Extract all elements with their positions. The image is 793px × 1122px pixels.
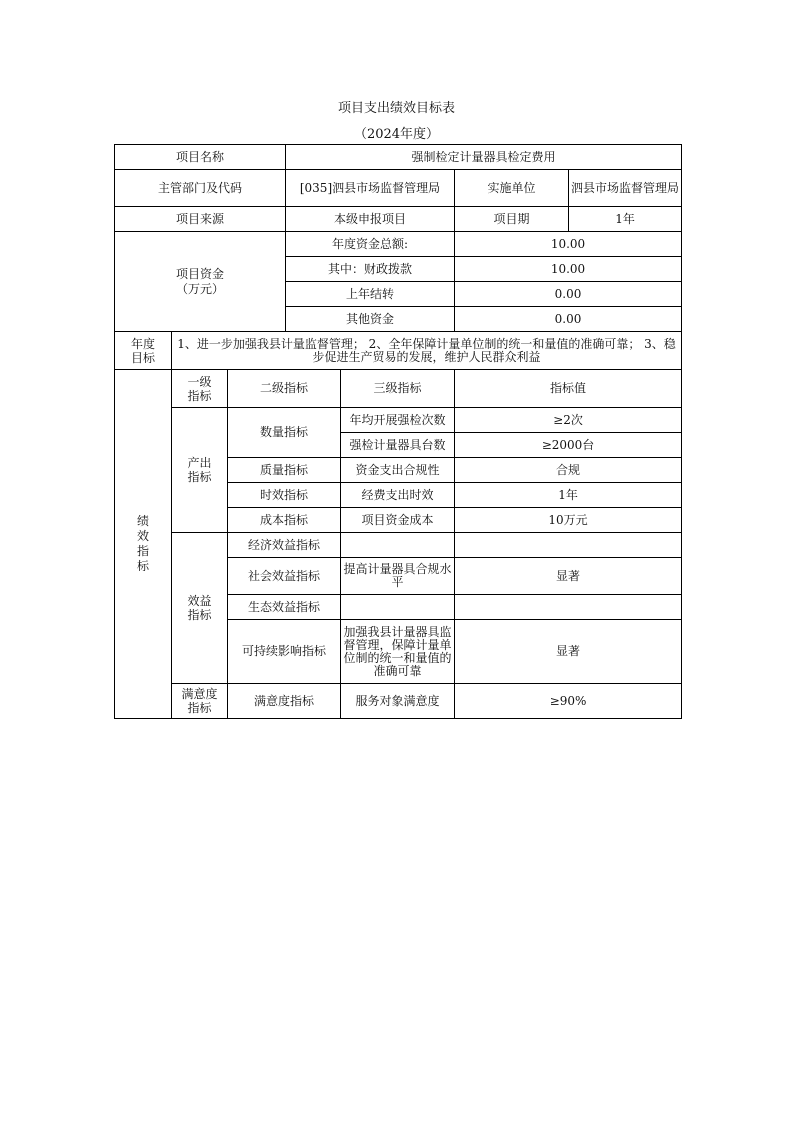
funds-label-text: 项目资金（万元） bbox=[175, 266, 224, 296]
quantity-2-name: 强检计量器具台数 bbox=[341, 433, 455, 458]
annual-goal-label-text: 年度目标 bbox=[130, 336, 155, 365]
cost-value: 10万元 bbox=[455, 508, 682, 533]
satisfaction-level2-label: 满意度指标 bbox=[228, 684, 341, 719]
output-indicator-label bbox=[172, 408, 228, 533]
quantity-1-value: ≥2次 bbox=[455, 408, 682, 433]
economic-indicator-label: 经济效益指标 bbox=[228, 533, 341, 558]
row-source bbox=[115, 207, 682, 232]
row-annual-goal bbox=[115, 332, 682, 370]
benefit-indicator-text: 效益指标 bbox=[187, 594, 212, 622]
economic-value bbox=[455, 533, 682, 558]
social-value: 显著 bbox=[455, 558, 682, 595]
satisfaction-name: 服务对象满意度 bbox=[341, 684, 455, 719]
social-indicator-label: 社会效益指标 bbox=[228, 558, 341, 595]
indicators-section-label bbox=[115, 370, 172, 719]
social-name: 提高计量器具合规水平 bbox=[341, 558, 455, 595]
ecological-value bbox=[455, 595, 682, 620]
output-indicator-text: 产出指标 bbox=[187, 456, 212, 484]
cost-name: 项目资金成本 bbox=[341, 508, 455, 533]
indicators-section-text: 绩效指标 bbox=[136, 514, 149, 573]
time-name: 经费支出时效 bbox=[341, 483, 455, 508]
page-title: 项目支出绩效目标表 bbox=[337, 101, 455, 116]
cost-indicator-label: 成本指标 bbox=[228, 508, 341, 533]
impl-unit-value: 泗县市场监督管理局 bbox=[569, 170, 682, 207]
project-name-value: 强制检定计量器具检定费用 bbox=[286, 145, 682, 170]
satisfaction-level1-label bbox=[172, 684, 228, 719]
dept-label: 主管部门及代码 bbox=[115, 170, 286, 207]
source-label: 项目来源 bbox=[115, 207, 286, 232]
funds-total-label: 年度资金总额: bbox=[286, 232, 455, 257]
ecological-name bbox=[341, 595, 455, 620]
quantity-1-name: 年均开展强检次数 bbox=[341, 408, 455, 433]
row-project-name bbox=[115, 145, 682, 170]
source-value: 本级申报项目 bbox=[286, 207, 455, 232]
header-level1 bbox=[172, 370, 228, 408]
ecological-indicator-label: 生态效益指标 bbox=[228, 595, 341, 620]
row-indicator-header bbox=[115, 370, 682, 408]
funds-total-value: 10.00 bbox=[455, 232, 682, 257]
row-department bbox=[115, 170, 682, 207]
page-subtitle-year: （2024年度） bbox=[353, 127, 440, 142]
row-satisfaction bbox=[115, 684, 682, 719]
funds-other-label: 其他资金 bbox=[286, 307, 455, 332]
funds-other-value: 0.00 bbox=[455, 307, 682, 332]
impl-unit-label: 实施单位 bbox=[455, 170, 569, 207]
funds-carryover-label: 上年结转 bbox=[286, 282, 455, 307]
sustainable-name: 加强我县计量器具监督管理，保障计量单位制的统一和量值的准确可靠 bbox=[341, 620, 455, 684]
funds-label bbox=[115, 232, 286, 332]
funds-fiscal-value: 10.00 bbox=[455, 257, 682, 282]
satisfaction-value: ≥90% bbox=[455, 684, 682, 719]
benefit-indicator-label bbox=[172, 533, 228, 684]
row-quantity-1 bbox=[115, 408, 682, 433]
quantity-2-value: ≥2000台 bbox=[455, 433, 682, 458]
quality-indicator-label: 质量指标 bbox=[228, 458, 341, 483]
dept-value: [035]泗县市场监督管理局 bbox=[286, 170, 455, 207]
header-level1-text: 一级指标 bbox=[187, 374, 212, 403]
funds-carryover-value: 0.00 bbox=[455, 282, 682, 307]
header-value: 指标值 bbox=[455, 370, 682, 408]
annual-goal-text: 1、进一步加强我县计量监督管理； 2、全年保障计量单位制的统一和量值的准确可靠； 3、稳步促进生产贸易的发展，维护人民群众利益 bbox=[172, 332, 682, 370]
sustainable-indicator-label: 可持续影响指标 bbox=[228, 620, 341, 684]
sustainable-value: 显著 bbox=[455, 620, 682, 684]
header-level2: 二级指标 bbox=[228, 370, 341, 408]
project-name-label: 项目名称 bbox=[115, 145, 286, 170]
header-level3: 三级指标 bbox=[341, 370, 455, 408]
row-funds-total bbox=[115, 232, 682, 257]
row-economic bbox=[115, 533, 682, 558]
quantity-indicator-label: 数量指标 bbox=[228, 408, 341, 458]
time-value: 1年 bbox=[455, 483, 682, 508]
performance-goal-table bbox=[114, 144, 682, 719]
annual-goal-label bbox=[115, 332, 172, 370]
period-value: 1年 bbox=[569, 207, 682, 232]
period-label: 项目期 bbox=[455, 207, 569, 232]
quality-name: 资金支出合规性 bbox=[341, 458, 455, 483]
satisfaction-level1-text: 满意度指标 bbox=[181, 687, 218, 715]
funds-fiscal-label: 其中：财政拨款 bbox=[286, 257, 455, 282]
time-indicator-label: 时效指标 bbox=[228, 483, 341, 508]
economic-name bbox=[341, 533, 455, 558]
quality-value: 合规 bbox=[455, 458, 682, 483]
